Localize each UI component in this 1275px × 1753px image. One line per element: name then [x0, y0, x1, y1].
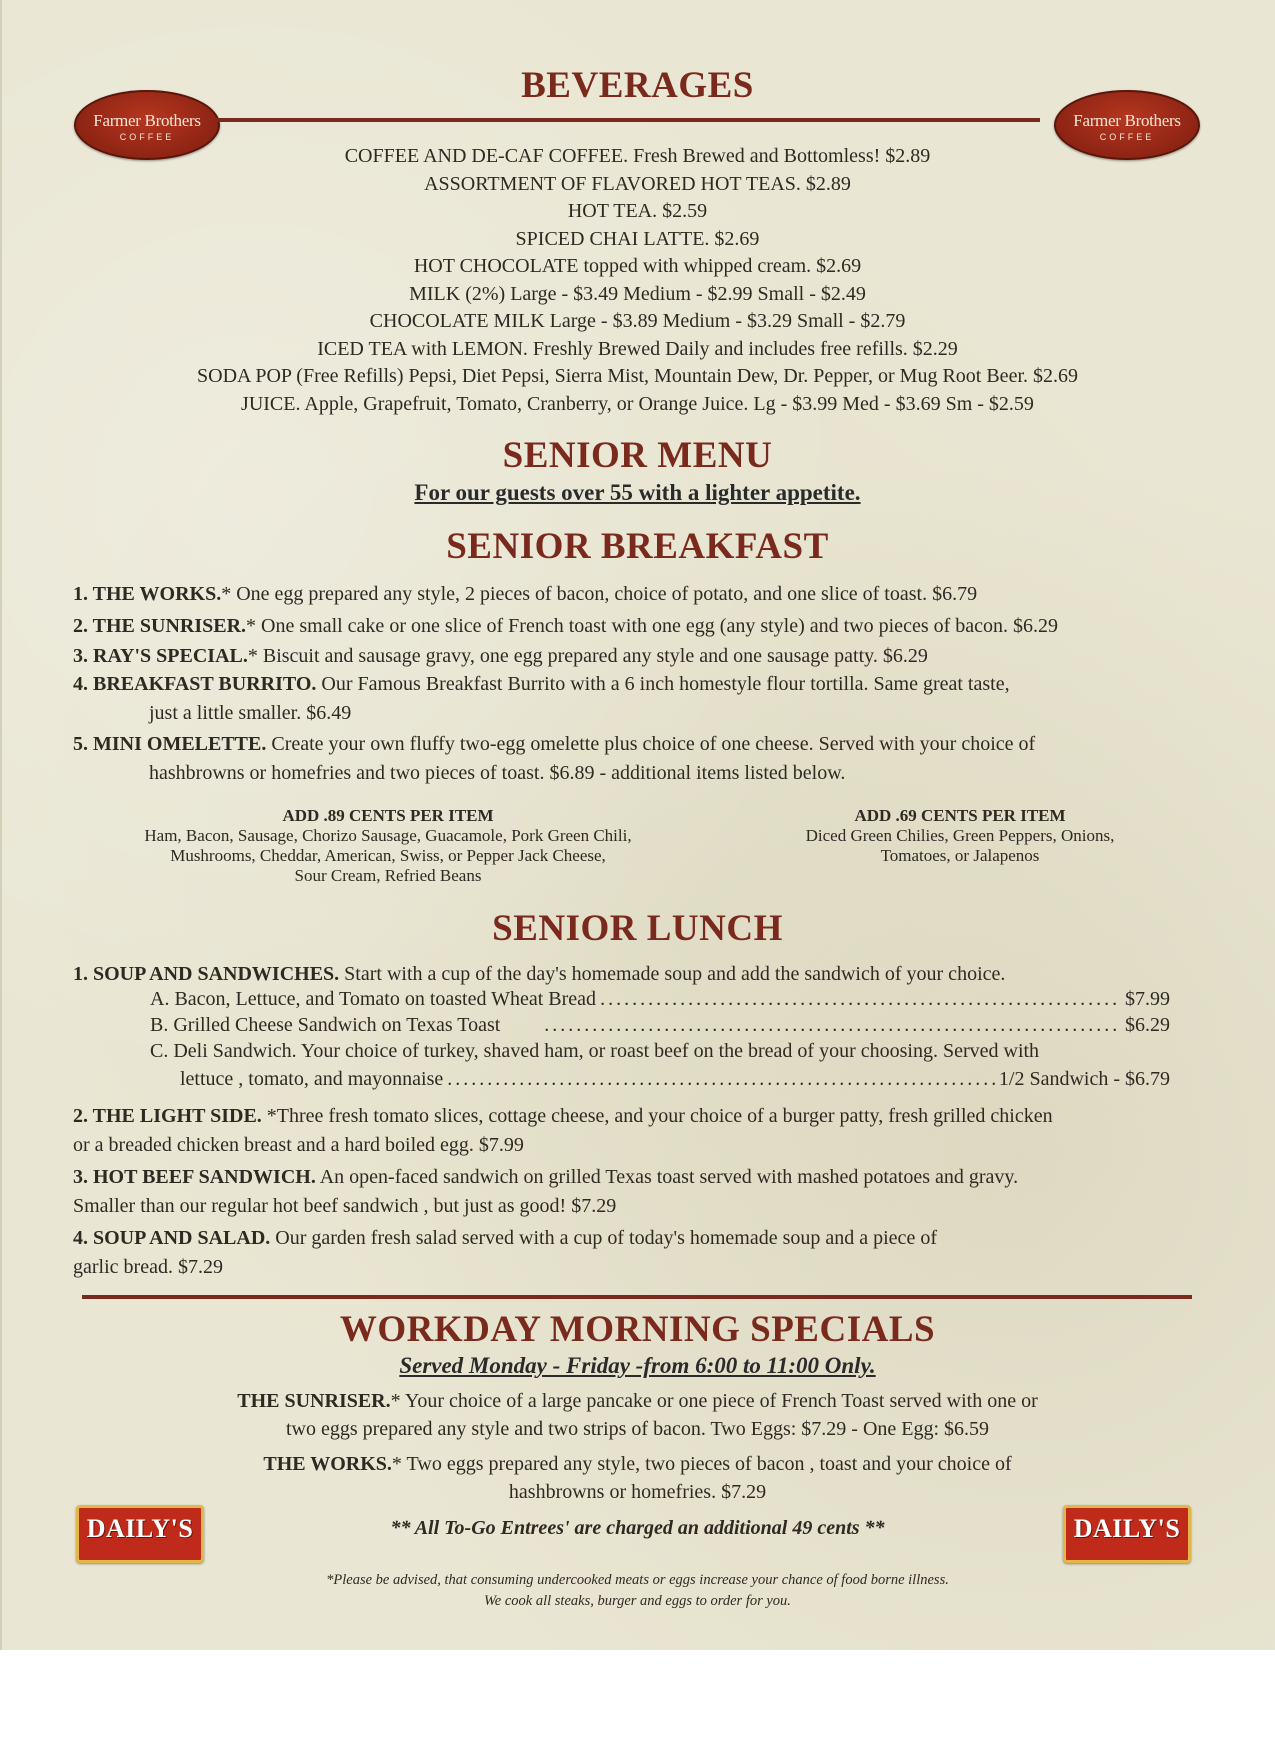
- beverage-item: HOT TEA. $2.59: [567, 200, 708, 222]
- lunch-item-desc: An open-faced sandwich on grilled Texas toast served with mashed potatoes and gravy.: [315, 1166, 1019, 1188]
- lunch-option-price: 1/2 Sandwich - $6.79: [998, 1068, 1170, 1090]
- lunch-option-label: A. Bacon, Lettuce, and Tomato on toasted Wheat Bread: [150, 988, 597, 1010]
- lunch-option-a: [150, 985, 1170, 1014]
- breakfast-item-desc-cont: hashbrowns or homefries and two pieces of toast. $6.89 - additional items listed below.: [149, 761, 846, 784]
- dailys-logo-left: DAILY'S: [76, 1505, 204, 1563]
- add-ons-line: Mushrooms, Cheddar, American, Swiss, or Pepper Jack Cheese,: [170, 846, 606, 865]
- lunch-item-desc: Our garden fresh salad served with a cup of today's homemade soup and a piece of: [270, 1227, 937, 1249]
- lunch-option-b: [150, 1011, 1170, 1040]
- breakfast-item-name: 1. THE WORKS.: [73, 583, 222, 605]
- beverage-item: ICED TEA with LEMON. Freshly Brewed Daily and includes free refills. $2.29: [317, 337, 958, 360]
- workday-works: [0, 1450, 1275, 1506]
- breakfast-item-name: 3. RAY'S SPECIAL.: [73, 645, 248, 667]
- lunch-item-desc: *Three fresh tomato slices, cottage cheese, and your choice of a burger patty, fresh grilled chicken: [261, 1105, 1053, 1127]
- lunch-item-desc-cont: or a breaded chicken breast and a hard boiled egg. $7.99: [73, 1133, 524, 1156]
- beverages-title: BEVERAGES: [521, 65, 754, 106]
- add-ons-line: Ham, Bacon, Sausage, Chorizo Sausage, Guacamole, Pork Green Chili,: [144, 826, 632, 845]
- breakfast-item-name: 2. THE SUNRISER.: [73, 615, 247, 637]
- dot-leader: [447, 1065, 995, 1094]
- add-ons-heading: ADD .89 CENTS PER ITEM: [282, 806, 494, 825]
- senior-menu-title: SENIOR MENU: [502, 435, 773, 476]
- special-desc-cont: two eggs prepared any style and two strips of bacon. Two Eggs: $7.29 - One Egg: $6.59: [285, 1418, 990, 1440]
- workday-subtitle: Served Monday - Friday -from 6:00 to 11:00 Only.: [399, 1353, 876, 1378]
- lunch-item: [73, 1224, 1223, 1281]
- note-line: *Please be advised, that consuming undercooked meats or eggs increase your chance of food borne illness.: [326, 1572, 949, 1588]
- beverage-item: ASSORTMENT OF FLAVORED HOT TEAS. $2.89: [424, 172, 851, 195]
- dot-leader: [544, 1011, 1121, 1040]
- dot-leader: [600, 985, 1121, 1014]
- lunch-item-name: 2. THE LIGHT SIDE.: [73, 1105, 262, 1127]
- special-desc-cont: hashbrowns or homefries. $7.29: [508, 1481, 767, 1503]
- lunch-option-label: C. Deli Sandwich. Your choice of turkey, shaved ham, or roast beef on the bread of your choosing. Served with: [150, 1040, 1040, 1062]
- add-ons-line: Tomatoes, or Jalapenos: [880, 846, 1040, 865]
- add-ons-heading: ADD .69 CENTS PER ITEM: [854, 806, 1066, 825]
- food-safety-note: [0, 1570, 1275, 1612]
- lunch-item: [73, 1102, 1223, 1159]
- beverage-item: SODA POP (Free Refills) Pepsi, Diet Pepsi, Sierra Mist, Mountain Dew, Dr. Pepper, or Mug Root Beer. $2.69: [197, 365, 1078, 387]
- beverage-item: SPICED CHAI LATTE. $2.69: [515, 227, 760, 250]
- breakfast-item-desc-cont: just a little smaller. $6.49: [149, 701, 352, 724]
- breakfast-item-name: 5. MINI OMELETTE.: [73, 733, 267, 755]
- workday-title: WORKDAY MORNING SPECIALS: [339, 1309, 936, 1350]
- special-name: THE WORKS.: [263, 1453, 392, 1475]
- beverage-item: JUICE. Apple, Grapefruit, Tomato, Cranberry, or Orange Juice. Lg - $3.99 Med - $3.69 Sm - $2.59: [241, 392, 1034, 415]
- lunch-option-c-cont: [180, 1065, 1170, 1094]
- farmer-brothers-logo-right: Farmer Brothers COFFEE: [1054, 90, 1200, 160]
- special-desc: * Two eggs prepared any style, two pieces of bacon , toast and your choice of: [391, 1453, 1012, 1475]
- breakfast-item-desc: Our Famous Breakfast Burrito with a 6 inch homestyle flour tortilla. Same great taste,: [316, 673, 1010, 695]
- add-ons-line: Diced Green Chilies, Green Peppers, Onions,: [805, 826, 1115, 845]
- special-desc: * Your choice of a large pancake or one piece of French Toast served with one or: [390, 1390, 1038, 1412]
- lunch-option-price: $7.99: [1125, 988, 1170, 1010]
- farmer-brothers-logo-left: Farmer Brothers COFFEE: [74, 90, 220, 160]
- lunch-item: [73, 1163, 1223, 1220]
- togo-notice: ** All To-Go Entrees' are charged an additional 49 cents **: [390, 1517, 885, 1539]
- lunch-item-desc-cont: Smaller than our regular hot beef sandwich , but just as good! $7.29: [73, 1194, 617, 1217]
- breakfast-item-name: 4. BREAKFAST BURRITO.: [73, 673, 317, 695]
- beverage-item: MILK (2%) Large - $3.49 Medium - $2.99 Small - $2.49: [409, 282, 866, 305]
- breakfast-item: [73, 612, 1223, 641]
- lunch-option-label: B. Grilled Cheese Sandwich on Texas Toast: [150, 1014, 501, 1036]
- lunch-option-price: $6.29: [1125, 1014, 1170, 1036]
- lunch-option-c: [150, 1037, 1230, 1066]
- senior-menu-subtitle: For our guests over 55 with a lighter appetite.: [414, 480, 861, 505]
- lunch-item-name: 1. SOUP AND SANDWICHES.: [73, 963, 340, 985]
- senior-lunch-title: SENIOR LUNCH: [492, 908, 783, 949]
- breakfast-item-desc: Create your own fluffy two-egg omelette plus choice of one cheese. Served with your choice of: [266, 733, 1036, 755]
- breakfast-item-desc: * One small cake or one slice of French toast with one egg (any style) and two pieces of bacon. $6.29: [246, 615, 1059, 637]
- breakfast-item: [73, 580, 1223, 609]
- lunch-option-label: lettuce , tomato, and mayonnaise: [180, 1068, 444, 1090]
- lunch-item-name: 3. HOT BEEF SANDWICH.: [73, 1166, 316, 1188]
- beverages-rule: [215, 118, 1040, 122]
- beverage-item: COFFEE AND DE-CAF COFFEE. Fresh Brewed and Bottomless! $2.89: [344, 145, 931, 167]
- beverage-item: CHOCOLATE MILK Large - $3.89 Medium - $3.29 Small - $2.79: [369, 310, 906, 332]
- beverages-list: [0, 143, 1275, 418]
- breakfast-item-desc: * Biscuit and sausage gravy, one egg prepared any style and one sausage patty. $6.29: [247, 645, 928, 667]
- note-line: We cook all steaks, burger and eggs to order for you.: [484, 1593, 791, 1609]
- lunch-item-desc-cont: garlic bread. $7.29: [73, 1255, 223, 1278]
- breakfast-item-desc: * One egg prepared any style, 2 pieces of bacon, choice of potato, and one slice of toast. $6.79: [221, 583, 978, 605]
- senior-breakfast-title: SENIOR BREAKFAST: [446, 526, 829, 567]
- workday-sunriser: [0, 1387, 1275, 1443]
- breakfast-item: [73, 730, 1223, 787]
- add-ons-89: [68, 806, 708, 886]
- workday-rule: [82, 1295, 1192, 1299]
- lunch-item-name: 4. SOUP AND SALAD.: [73, 1227, 271, 1249]
- special-name: THE SUNRISER.: [237, 1390, 391, 1412]
- breakfast-item: [73, 670, 1223, 727]
- add-ons-line: Sour Cream, Refried Beans: [294, 866, 482, 885]
- lunch-item-desc: Start with a cup of the day's homemade soup and add the sandwich of your choice.: [339, 963, 1006, 985]
- add-ons-69: [740, 806, 1180, 866]
- beverage-item: HOT CHOCOLATE topped with whipped cream. $2.69: [413, 255, 862, 277]
- dailys-logo-right: DAILY'S: [1063, 1505, 1191, 1563]
- breakfast-item: [73, 642, 1223, 671]
